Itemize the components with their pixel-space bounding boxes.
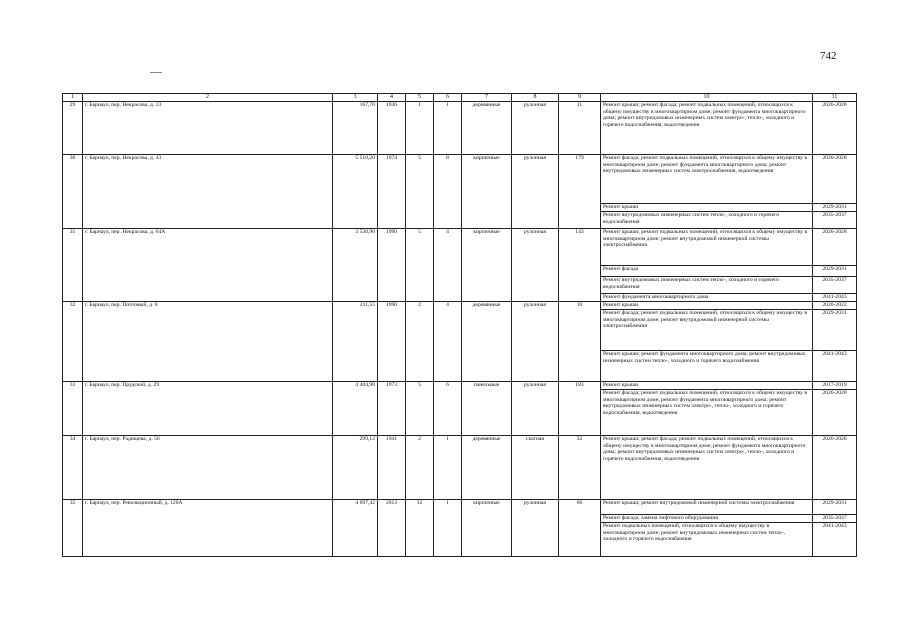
- building-entrances: 4: [434, 302, 462, 382]
- building-address: г. Барнаул, пер. Радищева, д. 56: [83, 436, 333, 500]
- building-year: 1973: [378, 382, 406, 436]
- resident-count: 32: [559, 436, 601, 500]
- building-floors: 12: [406, 500, 434, 557]
- building-address: г. Барнаул, пер. Некрасова, д. 64А: [83, 229, 333, 302]
- repair-period: 2026-2028: [813, 229, 857, 266]
- roof-type: скатная: [512, 436, 559, 500]
- building-number: 30: [63, 155, 83, 229]
- table-row: [63, 229, 857, 266]
- column-header: 8: [512, 94, 559, 102]
- column-header-row: [63, 94, 857, 102]
- repair-period: 2026-2028: [813, 436, 857, 500]
- repair-work: Ремонт внутридомовых инженерных систем тепло-, холодного и горячего водоснабжения: [601, 277, 813, 294]
- repair-period: 2041-2043: [813, 351, 857, 382]
- wall-material: панельные: [462, 382, 512, 436]
- building-entrances: 1: [434, 436, 462, 500]
- repair-work: Ремонт крыши: [601, 302, 813, 310]
- roof-type: рулонная: [512, 155, 559, 229]
- wall-material: кирпичные: [462, 500, 512, 557]
- repair-period: 2029-2031: [813, 266, 857, 277]
- repair-work: Ремонт крыши; ремонт фундамента многоквартирного дома; ремонт внутридомовых инженерных систем тепло-, холодного и горячего водоснабжения: [601, 351, 813, 382]
- building-year: 2013: [378, 500, 406, 557]
- building-floors: 5: [406, 155, 434, 229]
- building-entrances: 8: [434, 155, 462, 229]
- resident-count: 16: [559, 302, 601, 382]
- repair-period: 2026-2028: [813, 102, 857, 155]
- building-number: 32: [63, 302, 83, 382]
- column-header: 6: [434, 94, 462, 102]
- resident-count: 143: [559, 229, 601, 302]
- roof-type: рулонная: [512, 382, 559, 436]
- repair-work: Ремонт крыши; ремонт подвальных помещений, относящихся к общему имуществу в многоквартирном доме; ремонт внутридомовой инженерной системы электроснабжения: [601, 229, 813, 266]
- column-header: 1: [63, 94, 83, 102]
- building-floors: 2: [406, 302, 434, 382]
- building-area: 4 404,90: [333, 382, 378, 436]
- wall-material: деревянные: [462, 302, 512, 382]
- table-row: [63, 500, 857, 515]
- building-number: 34: [63, 436, 83, 500]
- repair-period: 2029-2031: [813, 310, 857, 351]
- building-area: 4 697,42: [333, 500, 378, 557]
- repair-period: 2029-2031: [813, 500, 857, 515]
- building-entrances: 1: [434, 102, 462, 155]
- wall-material: деревянные: [462, 102, 512, 155]
- table-row: [63, 436, 857, 500]
- repair-work: Ремонт внутридомовых инженерных систем тепло-, холодного и горячего водоснабжения: [601, 212, 813, 229]
- column-header: 7: [462, 94, 512, 102]
- building-address: г. Барнаул, пер. Некрасова, д. 43: [83, 155, 333, 229]
- building-entrances: 4: [434, 229, 462, 302]
- repair-period: 2041-2043: [813, 523, 857, 557]
- building-area: 5 510,20: [333, 155, 378, 229]
- repair-work: Ремонт фасада: [601, 266, 813, 277]
- page-number: 742: [820, 50, 837, 62]
- repair-period: 2026-2028: [813, 155, 857, 204]
- repair-work: Ремонт подвальных помещений, относящихся к общему имуществу в многоквартирном доме; ремонт внутридомовых инженерных систем тепло-, холодного и горячего водоснабжения: [601, 523, 813, 557]
- column-header: 11: [813, 94, 857, 102]
- buildings-table: [62, 93, 857, 557]
- building-entrances: 1: [434, 500, 462, 557]
- repair-work: Ремонт крыши: [601, 204, 813, 212]
- repair-work: Ремонт фасада; ремонт подвальных помещений, относящихся к общему имуществу в многоквартирном доме; ремонт фундамента многоквартирного дома; ремонт внутридомовых инженерных систем электроснабжения, водоотведения: [601, 155, 813, 204]
- table-row: [63, 382, 857, 390]
- building-entrances: 6: [434, 382, 462, 436]
- resident-count: 11: [559, 102, 601, 155]
- building-address: г. Барнаул, пер. Некрасова, д. 13: [83, 102, 333, 155]
- building-year: 1974: [378, 155, 406, 229]
- building-area: 299,12: [333, 436, 378, 500]
- building-floors: 5: [406, 229, 434, 302]
- repair-period: 2029-2031: [813, 204, 857, 212]
- repair-work: Ремонт фасада; ремонт подвальных помещений, относящихся к общему имуществу в многоквартирном доме; ремонт внутридомовой инженерной системы электроснабжения: [601, 310, 813, 351]
- building-year: 1990: [378, 229, 406, 302]
- building-number: 33: [63, 382, 83, 436]
- table-body: [63, 94, 857, 557]
- column-header: 9: [559, 94, 601, 102]
- roof-type: рулонная: [512, 302, 559, 382]
- resident-count: 179: [559, 155, 601, 229]
- repair-work: Ремонт крыши: [601, 382, 813, 390]
- column-header: 3: [333, 94, 378, 102]
- resident-count: 183: [559, 382, 601, 436]
- building-floors: 2: [406, 436, 434, 500]
- repair-period: 2017-2019: [813, 382, 857, 390]
- building-number: 29: [63, 102, 83, 155]
- repair-period: 2035-2037: [813, 212, 857, 229]
- repair-work: Ремонт крыши; ремонт фасада; ремонт подвальных помещений, относящихся к общему имуществу в многоквартирном доме; ремонт фундамента многоквартирного дома; ремонт внутридомовых инженерных систем электро-, тепло-, холодного и горячего водоснабжения, водоотведения: [601, 436, 813, 500]
- repair-period: 2035-2037: [813, 515, 857, 523]
- building-year: 1990: [378, 302, 406, 382]
- repair-period: 2041-2043: [813, 294, 857, 302]
- repair-work: Ремонт фасада; ремонт подвальных помещений, относящихся к общему имуществу в многоквартирном доме; ремонт фундамента многоквартирного дома; ремонт внутридомовых инженерных систем электро-, тепло-, холодного и горячего водоснабжения, водоотведения: [601, 390, 813, 436]
- repair-period: 2020-2022: [813, 302, 857, 310]
- building-address: г. Барнаул, пер. Революционный, д. 120А: [83, 500, 333, 557]
- building-year: 1941: [378, 436, 406, 500]
- repair-period: 2035-2037: [813, 277, 857, 294]
- roof-type: рулонная: [512, 229, 559, 302]
- column-header: 10: [601, 94, 813, 102]
- building-area: 3 530,90: [333, 229, 378, 302]
- table-row: [63, 302, 857, 310]
- repair-work: Ремонт фундамента многоквартирного дома: [601, 294, 813, 302]
- building-number: 35: [63, 500, 83, 557]
- building-floors: 5: [406, 382, 434, 436]
- repair-work: Ремонт крыши; ремонт внутридомовой инженерной системы электроснабжения: [601, 500, 813, 515]
- building-year: 1936: [378, 102, 406, 155]
- resident-count: 66: [559, 500, 601, 557]
- repair-work: Ремонт крыши; ремонт фасада; ремонт подвальных помещений, относящихся к общему имуществу в многоквартирном доме; ремонт фундамента многоквартирного дома; ремонт внутридомовых инженерных систем электро-, тепло-, холодного и горячего водоснабжения, водоотведения: [601, 102, 813, 155]
- roof-type: рулонная: [512, 102, 559, 155]
- roof-type: рулонная: [512, 500, 559, 557]
- table-row: [63, 155, 857, 204]
- building-area: 167,70: [333, 102, 378, 155]
- column-header: 5: [406, 94, 434, 102]
- wall-material: деревянные: [462, 436, 512, 500]
- column-header: 4: [378, 94, 406, 102]
- scan-mark: [150, 72, 162, 73]
- building-address: г. Барнаул, пер. Почтовый, д. 8: [83, 302, 333, 382]
- building-address: г. Барнаул, пер. Прудской, д. 29: [83, 382, 333, 436]
- wall-material: кирпичные: [462, 155, 512, 229]
- building-number: 31: [63, 229, 83, 302]
- column-header: 2: [83, 94, 333, 102]
- wall-material: кирпичные: [462, 229, 512, 302]
- repair-work: Ремонт фасада; замена лифтового оборудования: [601, 515, 813, 523]
- building-area: 211,55: [333, 302, 378, 382]
- table-row: [63, 102, 857, 155]
- repair-period: 2026-2028: [813, 390, 857, 436]
- building-floors: 1: [406, 102, 434, 155]
